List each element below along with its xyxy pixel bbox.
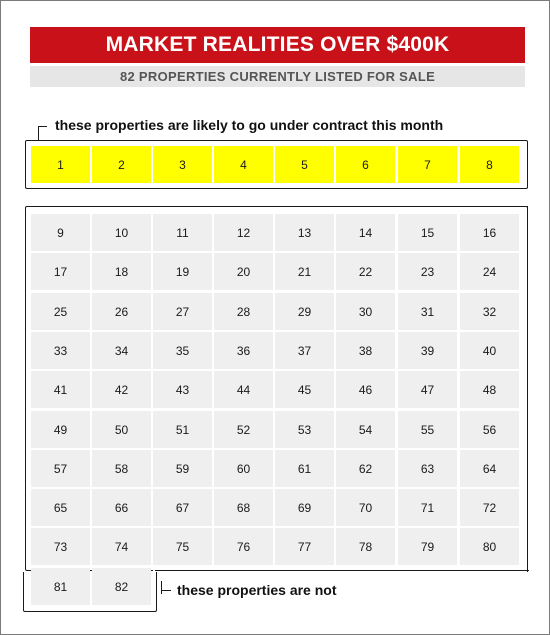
- property-cell: 32: [460, 293, 519, 330]
- property-cell: 71: [398, 489, 457, 526]
- property-cell: 46: [336, 371, 395, 408]
- property-cell: 63: [398, 450, 457, 487]
- property-cell: 55: [398, 411, 457, 448]
- property-cell: 40: [460, 332, 519, 369]
- subtitle-text: 82 PROPERTIES CURRENTLY LISTED FOR SALE: [119, 69, 436, 84]
- property-cell-under-contract: 4: [214, 146, 273, 183]
- property-cell: 21: [275, 253, 334, 290]
- property-cell: 75: [153, 528, 212, 565]
- group-outline-gap: [153, 566, 533, 578]
- property-cell: 43: [153, 371, 212, 408]
- property-cell: 51: [153, 411, 212, 448]
- property-cell-under-contract: 5: [275, 146, 334, 183]
- bottom-callout-text: these properties are not: [177, 582, 337, 598]
- property-cell: 31: [398, 293, 457, 330]
- property-cell: 47: [398, 371, 457, 408]
- property-cell: 16: [460, 214, 519, 251]
- property-cell-under-contract: 7: [398, 146, 457, 183]
- property-cell: 82: [92, 568, 151, 605]
- property-cell: 73: [31, 528, 90, 565]
- property-cell: 67: [153, 489, 212, 526]
- property-cell: 77: [275, 528, 334, 565]
- title-banner: [30, 27, 525, 63]
- property-cell: 29: [275, 293, 334, 330]
- property-cell: 41: [31, 371, 90, 408]
- property-cell: 30: [336, 293, 395, 330]
- property-cell: 24: [460, 253, 519, 290]
- property-cell: 53: [275, 411, 334, 448]
- property-cell: 76: [214, 528, 273, 565]
- property-cell-under-contract: 1: [31, 146, 90, 183]
- property-cell: 49: [31, 411, 90, 448]
- property-cell: 17: [31, 253, 90, 290]
- property-cell: 13: [275, 214, 334, 251]
- property-cell-under-contract: 3: [153, 146, 212, 183]
- property-cell-under-contract: 2: [92, 146, 151, 183]
- property-cell: 19: [153, 253, 212, 290]
- property-cell: 60: [214, 450, 273, 487]
- property-cell: 45: [275, 371, 334, 408]
- property-cell: 58: [92, 450, 151, 487]
- group-outline-step-right: [527, 206, 528, 572]
- property-cell: 44: [214, 371, 273, 408]
- property-cell: 52: [214, 411, 273, 448]
- property-cell: 15: [398, 214, 457, 251]
- property-cell: 27: [153, 293, 212, 330]
- property-cell: 42: [92, 371, 151, 408]
- property-cell: 39: [398, 332, 457, 369]
- bottom-callout-bracket: [161, 581, 162, 594]
- property-cell: 12: [214, 214, 273, 251]
- property-cell: 54: [336, 411, 395, 448]
- property-cell: 34: [92, 332, 151, 369]
- property-cell: 11: [153, 214, 212, 251]
- property-cell: 28: [214, 293, 273, 330]
- property-cell: 48: [460, 371, 519, 408]
- property-cell: 23: [398, 253, 457, 290]
- top-callout-text: these properties are likely to go under contract this month: [55, 117, 444, 133]
- property-cell: 25: [31, 293, 90, 330]
- property-cell: 80: [460, 528, 519, 565]
- property-cell: 20: [214, 253, 273, 290]
- property-cell: 79: [398, 528, 457, 565]
- property-cell: 26: [92, 293, 151, 330]
- property-cell: 9: [31, 214, 90, 251]
- property-cell: 14: [336, 214, 395, 251]
- subtitle-banner: [30, 66, 525, 87]
- property-cell: 59: [153, 450, 212, 487]
- property-cell: 57: [31, 450, 90, 487]
- property-cell: 22: [336, 253, 395, 290]
- property-cell: 62: [336, 450, 395, 487]
- property-cell: 35: [153, 332, 212, 369]
- property-cell-under-contract: 6: [336, 146, 395, 183]
- property-cell: 72: [460, 489, 519, 526]
- property-cell: 65: [31, 489, 90, 526]
- title-text: MARKET REALITIES OVER $400K: [105, 33, 450, 56]
- property-cell: 10: [92, 214, 151, 251]
- property-cell: 78: [336, 528, 395, 565]
- property-cell: 38: [336, 332, 395, 369]
- group-outline-step: [155, 570, 529, 571]
- property-cell: 74: [92, 528, 151, 565]
- property-cell: 18: [92, 253, 151, 290]
- property-cell: 37: [275, 332, 334, 369]
- property-cell: 81: [31, 568, 90, 605]
- bottom-callout-line: [161, 590, 171, 591]
- property-cell: 50: [92, 411, 151, 448]
- property-cell: 61: [275, 450, 334, 487]
- property-cell: 56: [460, 411, 519, 448]
- property-cell: 66: [92, 489, 151, 526]
- property-cell: 36: [214, 332, 273, 369]
- property-cell: 68: [214, 489, 273, 526]
- property-cell: 33: [31, 332, 90, 369]
- property-cell-under-contract: 8: [460, 146, 519, 183]
- property-cell: 70: [336, 489, 395, 526]
- property-cell: 64: [460, 450, 519, 487]
- top-callout-bracket: [38, 126, 47, 141]
- property-cell: 69: [275, 489, 334, 526]
